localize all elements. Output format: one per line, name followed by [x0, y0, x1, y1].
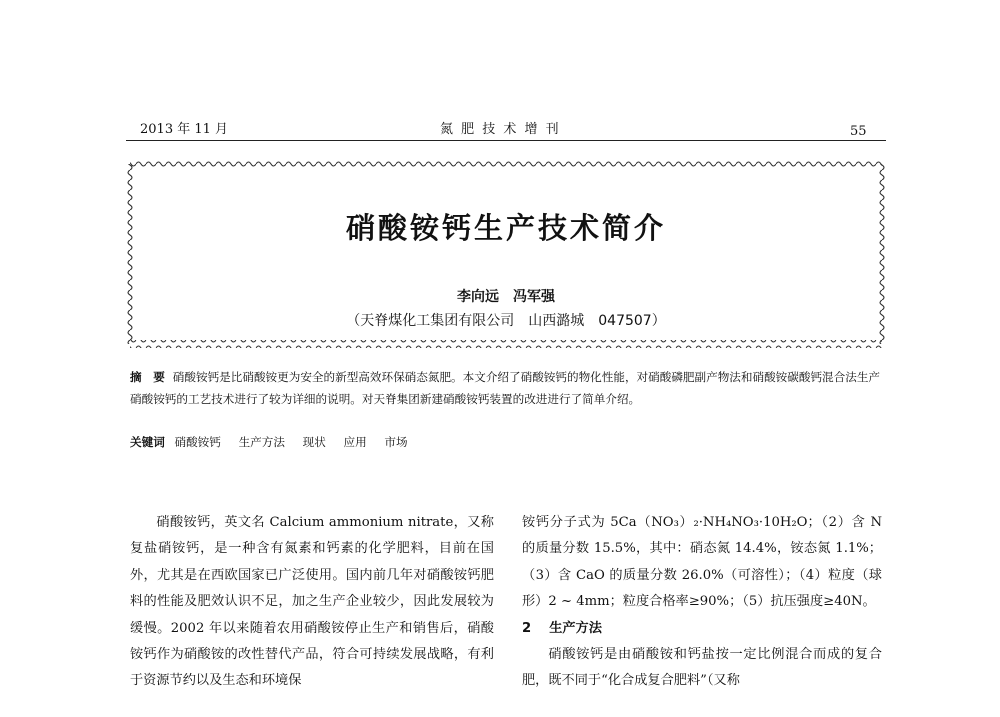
- keywords-label: 关键词: [130, 435, 165, 449]
- header-journal: 氮 肥 技 术 增 刊: [440, 122, 561, 137]
- keywords: [130, 434, 882, 450]
- keyword-item: 应用: [343, 435, 367, 449]
- header-date: 2013 年 11 月: [140, 122, 229, 137]
- body-column-left: [130, 510, 494, 695]
- keyword-item: 现状: [302, 435, 326, 449]
- keyword-item: 生产方法: [238, 435, 285, 449]
- section-title: 生产方法: [549, 620, 602, 636]
- body-column-right: [522, 510, 882, 695]
- body-paragraph: 铵钙分子式为 5Ca（NO₃）₂·NH₄NO₃·10H₂O；（2）含 N 的质量分数 15.5%，其中：硝态氮 14.4%，铵态氮 1.1%；（3）含 CaO 的质量分数 26.0%（可溶性）；（4）粒度（球形）2 ~ 4mm；粒度合格率≥90%；（5）抗压强度≥40N。: [522, 515, 882, 610]
- abstract: [130, 366, 882, 410]
- section-number: 2: [522, 620, 532, 636]
- section-heading: [522, 616, 882, 642]
- header-page-number: 55: [850, 124, 867, 139]
- article-affiliation: （天脊煤化工集团有限公司 山西潞城 047507）: [346, 313, 666, 329]
- keyword-item: 硝酸铵钙: [174, 435, 221, 449]
- abstract-text: 硝酸铵钙是比硝酸铵更为安全的新型高效环保硝态氮肥。本文介绍了硝酸铵钙的物化性能，对硝酸磷肥副产物法和硝酸铵碳酸钙混合法生产硝酸铵钙的工艺技术进行了较为详细的说明。对天脊集团新建硝酸铵钙装置的改进进行了简单介绍。: [130, 370, 881, 406]
- article-authors: 李向远 冯军强: [457, 289, 555, 305]
- body-paragraph: 硝酸铵钙是由硝酸铵和钙盐按一定比例混合而成的复合肥，既不同于“化合成复合肥料”（又称: [522, 647, 882, 689]
- article-title: 硝酸铵钙生产技术简介: [345, 211, 666, 245]
- body-paragraph: 硝酸铵钙，英文名 Calcium ammonium nitrate，又称复盐硝铵钙，是一种含有氮素和钙素的化学肥料，目前在国外，尤其是在西欧国家已广泛使用。国内前几年对硝酸铵钙肥料的性能及肥效认识不足，加之生产企业较少，因此发展较为缓慢。2002 年以来随着农用硝酸铵停止生产和销售后，硝酸铵钙作为硝酸铵的改性替代产品，符合可持续发展战略，有利于资源节约以及生态和环境保: [130, 515, 494, 689]
- header-rule: [126, 140, 886, 141]
- keyword-item: 市场: [384, 435, 408, 449]
- abstract-label: 摘 要: [130, 370, 165, 384]
